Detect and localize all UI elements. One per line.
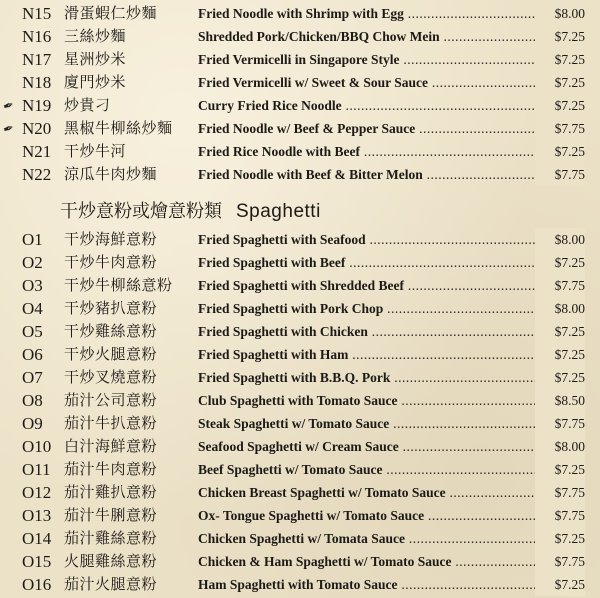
item-code: O16 xyxy=(22,575,52,594)
item-code: O15 xyxy=(22,552,52,571)
item-code: O4 xyxy=(22,299,43,318)
menu-item xyxy=(0,94,600,117)
item-name-english: Fried Spaghetti with B.B.Q. Pork ..... xyxy=(198,366,543,389)
item-name-english: Steak Spaghetti w/ Tomato Sauce ..... xyxy=(198,412,543,435)
item-code: O10 xyxy=(22,437,52,456)
item-name-chinese: 茄汁火腿意粉 xyxy=(64,575,158,593)
item-name-english: Fried Noodle with Shrimp with Egg ..... xyxy=(198,2,543,25)
item-price: $7.25 xyxy=(535,71,585,94)
item-name-english: Fried Spaghetti with Shredded Beef ..... xyxy=(198,274,543,297)
item-name-english: Fried Noodle w/ Beef & Pepper Sauce ..... xyxy=(198,117,543,140)
item-code: N22 xyxy=(22,165,52,184)
item-price: $7.25 xyxy=(535,366,585,389)
item-name-chinese: 干炒雞絲意粉 xyxy=(64,322,158,340)
item-price: $7.25 xyxy=(535,25,585,48)
item-name-chinese: 白汁海鮮意粉 xyxy=(64,437,158,455)
item-price: $7.25 xyxy=(535,94,585,117)
menu-item xyxy=(0,163,600,186)
item-name-chinese: 茄汁公司意粉 xyxy=(64,391,158,409)
item-price: $7.25 xyxy=(535,140,585,163)
item-price: $7.75 xyxy=(535,117,585,140)
menu-item xyxy=(0,527,600,550)
item-name-chinese: 黑椒牛柳絲炒麵 xyxy=(64,119,173,137)
item-price: $8.00 xyxy=(535,435,585,458)
item-name-english: Fried Spaghetti with Seafood ..... xyxy=(198,228,543,251)
item-name-chinese: 滑蛋蝦仁炒麵 xyxy=(64,4,158,22)
item-name-chinese: 廈門炒米 xyxy=(64,73,127,91)
item-name-english: Seafood Spaghetti w/ Cream Sauce ..... xyxy=(198,435,543,458)
pen-mark-icon: ✒ xyxy=(0,96,17,115)
item-name-english: Shredded Pork/Chicken/BBQ Chow Mein ..... xyxy=(198,25,543,48)
item-name-english: Fried Spaghetti with Beef ..... xyxy=(198,251,543,274)
item-name-english: Beef Spaghetti w/ Tomato Sauce ..... xyxy=(198,458,543,481)
item-name-chinese: 干炒叉燒意粉 xyxy=(64,368,158,386)
menu-item xyxy=(0,550,600,573)
item-code: O1 xyxy=(22,230,43,249)
item-price: $7.25 xyxy=(535,573,585,596)
item-name-chinese: 茄汁牛扒意粉 xyxy=(64,414,158,432)
item-name-english: Fried Vermicelli w/ Sweet & Sour Sauce ..... xyxy=(198,71,543,94)
menu-item xyxy=(0,228,600,251)
item-name-chinese: 炒貴刁 xyxy=(64,96,111,114)
item-price: $8.50 xyxy=(535,389,585,412)
item-code: O14 xyxy=(22,529,52,548)
item-price: $7.25 xyxy=(535,527,585,550)
item-code: N19 xyxy=(22,96,52,115)
menu-item xyxy=(0,251,600,274)
item-name-chinese: 茄汁雞絲意粉 xyxy=(64,529,158,547)
item-code: N15 xyxy=(22,4,52,23)
item-name-chinese: 星洲炒米 xyxy=(64,50,127,68)
item-name-chinese: 干炒牛肉意粉 xyxy=(64,253,158,271)
menu-item xyxy=(0,297,600,320)
pen-mark-icon: ✒ xyxy=(0,119,17,138)
menu-item xyxy=(0,320,600,343)
menu-item xyxy=(0,71,600,94)
item-name-english: Club Spaghetti with Tomato Sauce ..... xyxy=(198,389,543,412)
menu-item xyxy=(0,435,600,458)
item-code: O5 xyxy=(22,322,43,341)
item-price: $7.25 xyxy=(535,251,585,274)
item-name-chinese: 干炒牛河 xyxy=(64,142,127,160)
menu-item xyxy=(0,366,600,389)
menu-item xyxy=(0,25,600,48)
item-price: $7.75 xyxy=(535,163,585,186)
item-code: O8 xyxy=(22,391,43,410)
menu-item xyxy=(0,2,600,25)
item-code: O7 xyxy=(22,368,43,387)
item-name-english: Fried Noodle with Beef & Bitter Melon ..... xyxy=(198,163,543,186)
item-price: $7.75 xyxy=(535,274,585,297)
menu-item xyxy=(0,140,600,163)
item-code: N16 xyxy=(22,27,52,46)
item-name-chinese: 干炒海鮮意粉 xyxy=(64,230,158,248)
item-name-chinese: 茄汁牛肉意粉 xyxy=(64,460,158,478)
item-name-english: Fried Spaghetti with Ham ..... xyxy=(198,343,543,366)
item-price: $8.00 xyxy=(535,297,585,320)
item-code: O2 xyxy=(22,253,43,272)
menu-item xyxy=(0,117,600,140)
item-name-english: Fried Spaghetti with Pork Chop ..... xyxy=(198,297,543,320)
item-price: $7.75 xyxy=(535,550,585,573)
item-name-chinese: 干炒豬扒意粉 xyxy=(64,299,158,317)
menu-item xyxy=(0,412,600,435)
item-code: O11 xyxy=(22,460,51,479)
item-name-chinese: 干炒牛柳絲意粉 xyxy=(64,276,173,294)
item-name-english: Chicken Breast Spaghetti w/ Tomato Sauce ..... xyxy=(198,481,543,504)
item-code: O12 xyxy=(22,483,52,502)
item-code: N20 xyxy=(22,119,52,138)
item-price: $7.25 xyxy=(535,48,585,71)
menu-item xyxy=(0,343,600,366)
menu-item xyxy=(0,389,600,412)
item-price: $8.00 xyxy=(535,2,585,25)
item-code: O13 xyxy=(22,506,52,525)
section-title-chinese: 干炒意粉或燴意粉類 xyxy=(60,201,222,222)
menu-item xyxy=(0,48,600,71)
item-code: N21 xyxy=(22,142,52,161)
item-name-english: Fried Vermicelli in Singapore Style ..... xyxy=(198,48,543,71)
item-code: O6 xyxy=(22,345,43,364)
menu-item xyxy=(0,458,600,481)
item-name-chinese: 茄汁雞扒意粉 xyxy=(64,483,158,501)
item-name-english: Ham Spaghetti with Tomato Sauce ..... xyxy=(198,573,543,596)
item-name-english: Fried Rice Noodle with Beef ..... xyxy=(198,140,543,163)
item-name-english: Chicken Spaghetti w/ Tomata Sauce ..... xyxy=(198,527,543,550)
menu-item xyxy=(0,481,600,504)
item-code: O9 xyxy=(22,414,43,433)
item-name-english: Fried Spaghetti with Chicken ..... xyxy=(198,320,543,343)
item-name-chinese: 干炒火腿意粉 xyxy=(64,345,158,363)
item-price: $7.75 xyxy=(535,412,585,435)
item-name-english: Ox- Tongue Spaghetti w/ Tomato Sauce ..... xyxy=(198,504,543,527)
item-name-english: Chicken & Ham Spaghetti w/ Tomato Sauce ..... xyxy=(198,550,543,573)
item-price: $7.75 xyxy=(535,481,585,504)
item-name-chinese: 火腿雞絲意粉 xyxy=(64,552,158,570)
section-heading xyxy=(60,197,321,227)
item-name-english: Curry Fried Rice Noodle ..... xyxy=(198,94,543,117)
item-price: $8.00 xyxy=(535,228,585,251)
item-code: N18 xyxy=(22,73,52,92)
item-price: $7.25 xyxy=(535,343,585,366)
item-name-chinese: 茄汁牛脷意粉 xyxy=(64,506,158,524)
item-price: $7.25 xyxy=(535,320,585,343)
section-title-english: Spaghetti xyxy=(236,201,321,222)
item-name-chinese: 三絲炒麵 xyxy=(64,27,127,45)
item-price: $7.75 xyxy=(535,504,585,527)
menu-item xyxy=(0,573,600,596)
item-price: $7.25 xyxy=(535,458,585,481)
menu-item xyxy=(0,274,600,297)
item-code: O3 xyxy=(22,276,43,295)
menu-item xyxy=(0,504,600,527)
item-name-chinese: 涼瓜牛肉炒麵 xyxy=(64,165,158,183)
item-code: N17 xyxy=(22,50,52,69)
